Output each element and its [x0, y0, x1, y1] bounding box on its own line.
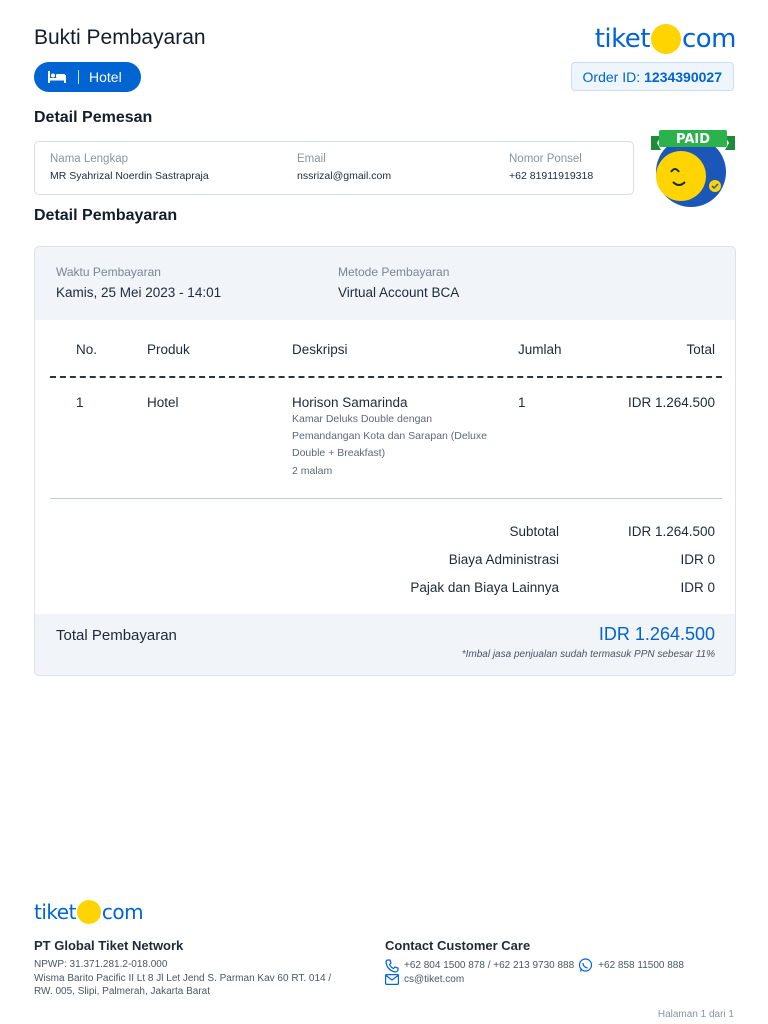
order-id-label: Order ID:	[582, 68, 641, 85]
category-pill-hotel	[34, 62, 141, 92]
logo-dot-icon	[77, 900, 101, 924]
row-divider	[50, 498, 722, 499]
field-label: Nama Lengkap	[50, 153, 128, 165]
waktu-label: Waktu Pembayaran	[56, 265, 161, 279]
field-label: Nomor Ponsel	[509, 153, 582, 165]
page-title: Bukti Pembayaran	[34, 26, 206, 49]
total-label: Total Pembayaran	[56, 627, 177, 644]
phone-icon	[385, 959, 399, 973]
whatsapp-icon	[578, 958, 593, 973]
field-email	[297, 153, 391, 182]
field-nama	[50, 153, 209, 182]
summary-subtotal-label: Subtotal	[509, 524, 559, 539]
customer-care-title: Contact Customer Care	[385, 938, 531, 953]
cell-no: 1	[76, 395, 84, 410]
metode-value: Virtual Account BCA	[338, 285, 460, 300]
col-header-jumlah: Jumlah	[518, 342, 562, 357]
summary-admin-value: IDR 0	[680, 552, 715, 567]
waktu-value: Kamis, 25 Mei 2023 - 14:01	[56, 285, 222, 300]
customer-care-email	[385, 974, 464, 985]
logo-text-left: tiket	[594, 24, 650, 54]
summary-admin-label: Biaya Administrasi	[448, 552, 559, 567]
summary-tax-label: Pajak dan Biaya Lainnya	[410, 580, 559, 595]
metode-pembayaran	[338, 265, 459, 300]
email-address[interactable]: cs@tiket.com	[404, 974, 465, 985]
company-address	[34, 958, 354, 999]
cell-deskripsi-detail	[292, 411, 512, 480]
order-id-box	[571, 62, 734, 91]
logo-text-left: tiket	[34, 900, 76, 924]
page-number: Halaman 1 dari 1	[657, 1009, 734, 1020]
section-title-pembayaran: Detail Pembayaran	[34, 207, 178, 224]
col-header-deskripsi: Deskripsi	[292, 342, 348, 357]
logo-text-right: com	[681, 24, 736, 54]
col-header-total: Total	[686, 342, 715, 357]
pill-divider	[78, 70, 79, 84]
field-phone	[509, 153, 593, 182]
pemesan-box	[34, 141, 634, 195]
cell-produk: Hotel	[147, 395, 179, 410]
paid-badge-icon	[651, 128, 735, 208]
desc-line: Kamar Deluks Double dengan	[292, 413, 433, 425]
total-value: IDR 1.264.500	[598, 624, 715, 644]
address-line: Wisma Barito Pacific II Lt 8 Jl Let Jend S. Parman Kav 60 RT. 014 /	[34, 972, 332, 984]
header-divider	[50, 376, 722, 378]
mail-icon	[385, 974, 399, 985]
paid-badge-text: PAID	[675, 132, 711, 147]
phone-numbers[interactable]: +62 804 1500 878 / +62 213 9730 888	[404, 960, 575, 971]
bed-icon	[48, 71, 66, 83]
col-header-no: No.	[76, 342, 98, 357]
desc-line: 2 malam	[292, 464, 333, 477]
footer-tiket-logo	[34, 900, 143, 924]
npwp: NPWP: 31.371.281.2-018.000	[34, 959, 168, 970]
cell-total: IDR 1.264.500	[627, 395, 715, 410]
tax-note: *Imbal jasa penjualan sudah termasuk PPN sebesar 11%	[461, 649, 715, 660]
field-value: MR Syahrizal Noerdin Sastrapraja	[50, 170, 209, 182]
field-label: Email	[297, 153, 326, 165]
summary-subtotal-value: IDR 1.264.500	[627, 524, 715, 539]
address-line: RW. 005, Slipi, Palmerah, Jakarta Barat	[34, 986, 211, 997]
tiket-logo	[595, 24, 736, 54]
logo-dot-icon	[651, 24, 681, 54]
category-label: Hotel	[89, 69, 122, 85]
col-header-produk: Produk	[147, 342, 190, 357]
field-value: +62 81911919318	[509, 170, 594, 182]
company-name: PT Global Tiket Network	[34, 938, 184, 953]
items-table	[35, 320, 735, 614]
metode-label: Metode Pembayaran	[338, 265, 450, 279]
payment-card	[34, 246, 736, 676]
logo-text-right: com	[101, 900, 144, 924]
section-title-pemesan: Detail Pemesan	[34, 109, 153, 126]
customer-care-phones	[385, 958, 684, 973]
summary-tax-value: IDR 0	[680, 580, 715, 595]
field-value: nssrizal@gmail.com	[297, 170, 392, 182]
cell-deskripsi-title: Horison Samarinda	[292, 395, 408, 410]
waktu-pembayaran	[56, 265, 221, 300]
desc-line: Pemandangan Kota dan Sarapan (Deluxe	[292, 430, 487, 443]
desc-line: Double + Breakfast)	[292, 447, 386, 460]
order-id-value: 1234390027	[644, 68, 722, 85]
cell-jumlah: 1	[518, 395, 526, 410]
whatsapp-number[interactable]: +62 858 11500 888	[598, 960, 684, 971]
